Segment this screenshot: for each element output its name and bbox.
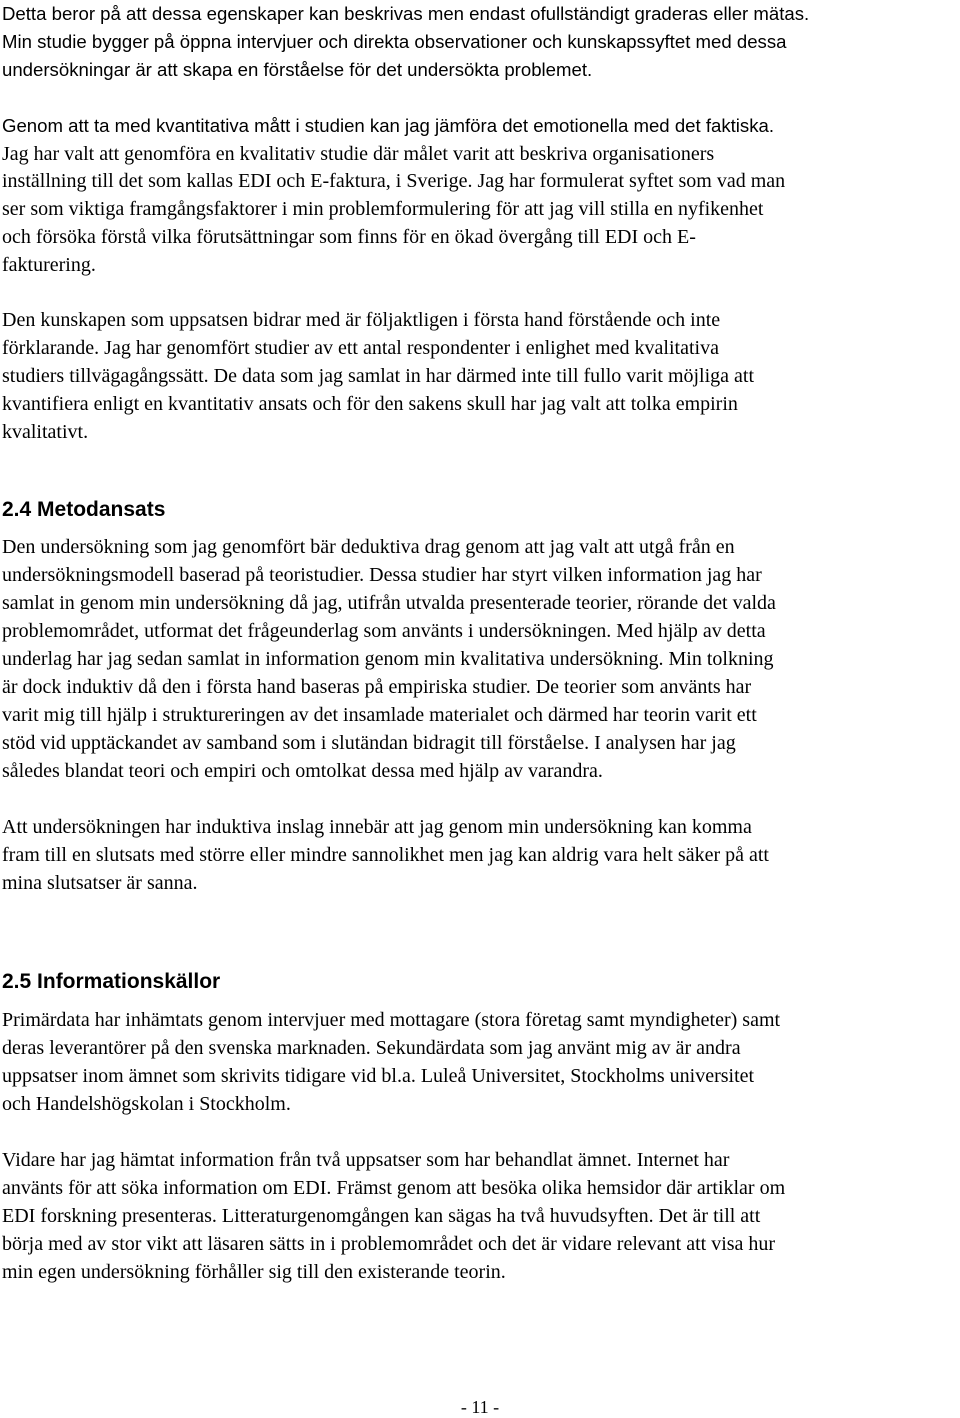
section-heading-2-5: 2.5 Informationskällor	[2, 970, 221, 993]
section-25-para2-line: Vidare har jag hämtat information från två uppsatser som har behandlat ämnet. Internet har	[2, 1149, 730, 1171]
section-24-line: samlat in genom min undersökning då jag, utifrån utvalda presenterade teorier, rörande det valda	[2, 592, 776, 614]
section-heading-2-4: 2.4 Metodansats	[2, 498, 166, 521]
section-24-line: underlag har jag sedan samlat in information genom min kvalitativa undersökning. Min tolkning	[2, 648, 774, 670]
para2-line: fakturering.	[2, 254, 96, 276]
section-24-para2-line: Att undersökningen har induktiva inslag innebär att jag genom min undersökning kan komma	[2, 816, 752, 838]
section-24-line: är dock induktiv då den i första hand baseras på empiriska studier. De teorier som använts har	[2, 676, 752, 698]
para2-line: Jag har valt att genomföra en kvalitativ studie där målet varit att beskriva organisationers	[2, 143, 715, 165]
section-25-line: och Handelshögskolan i Stockholm.	[2, 1093, 291, 1115]
section-24-line: undersökningsmodell baserad på teoristudier. Dessa studier har styrt vilken information jag har	[2, 564, 762, 586]
para3-line: studiers tillvägagångssätt. De data som jag samlat in har därmed inte till fullo varit möjliga att	[2, 365, 755, 387]
para2-line: och försöka förstå vilka förutsättningar som finns för en ökad övergång till EDI och E-	[2, 226, 696, 248]
para2-line: Genom att ta med kvantitativa mått i studien kan jag jämföra det emotionella med det faktiska.	[2, 115, 775, 136]
section-25-para2-line: min egen undersökning förhåller sig till den existerande teorin.	[2, 1261, 506, 1283]
section-25-para2-line: börja med av stor vikt att läsaren sätts in i problemområdet och det är vidare relevant att visa hur	[2, 1233, 776, 1255]
section-25-para2-line: använts för att söka information om EDI. Främst genom att besöka olika hemsidor där artiklar om	[2, 1177, 786, 1199]
para3-line: förklarande. Jag har genomfört studier av ett antal respondenter i enlighet med kvalitativa	[2, 337, 719, 359]
section-25-line: uppsatser inom ämnet som skrivits tidigare vid bl.a. Luleå Universitet, Stockholms universitet	[2, 1065, 755, 1087]
section-24-line: stöd vid upptäckandet av samband som i slutändan bidragit till förståelse. I analysen har jag	[2, 732, 736, 754]
section-24-line: Den undersökning som jag genomfört bär deduktiva drag genom att jag valt att utgå från en	[2, 536, 735, 558]
para2-line: inställning till det som kallas EDI och E-faktura, i Sverige. Jag har formulerat syftet som vad man	[2, 170, 786, 192]
page-number: - 11 -	[460, 1397, 500, 1417]
section-24-para2-line: fram till en slutsats med större eller mindre sannolikhet men jag kan aldrig vara helt säker på att	[2, 844, 769, 866]
section-25-line: deras leverantörer på den svenska marknaden. Sekundärdata som jag använt mig av är andra	[2, 1037, 741, 1059]
intro-line: undersökningar är att skapa en förståelse för det undersökta problemet.	[2, 59, 593, 80]
intro-line: Min studie bygger på öppna intervjuer och direkta observationer och kunskapssyftet med dessa	[2, 31, 787, 52]
section-25-line: Primärdata har inhämtats genom intervjuer med mottagare (stora företag samt myndigheter) samt	[2, 1009, 781, 1031]
section-24-line: problemområdet, utformat det frågeunderlag som använts i undersökningen. Med hjälp av detta	[2, 620, 766, 642]
section-24-line: varit mig till hjälp i struktureringen av det insamlade materialet och därmed har teorin varit ett	[2, 704, 757, 726]
intro-line: Detta beror på att dessa egenskaper kan beskrivas men endast ofullständigt graderas eller mätas.	[2, 3, 810, 24]
section-24-line: således blandat teori och empiri och omtolkat dessa med hjälp av varandra.	[2, 760, 603, 782]
para3-line: kvalitativt.	[2, 421, 89, 443]
para2-line: ser som viktiga framgångsfaktorer i min problemformulering för att jag vill stilla en nyfikenhet	[2, 198, 764, 220]
para3-line: Den kunskapen som uppsatsen bidrar med är följaktligen i första hand förstående och inte	[2, 309, 721, 331]
section-24-para2-line: mina slutsatser är sanna.	[2, 872, 198, 894]
para3-line: kvantifiera enligt en kvantitativ ansats och för den sakens skull har jag valt att tolka empirin	[2, 393, 738, 415]
section-25-para2-line: EDI forskning presenteras. Litteraturgenomgången kan sägas ha två huvudsyften. Det är till att	[2, 1205, 761, 1227]
